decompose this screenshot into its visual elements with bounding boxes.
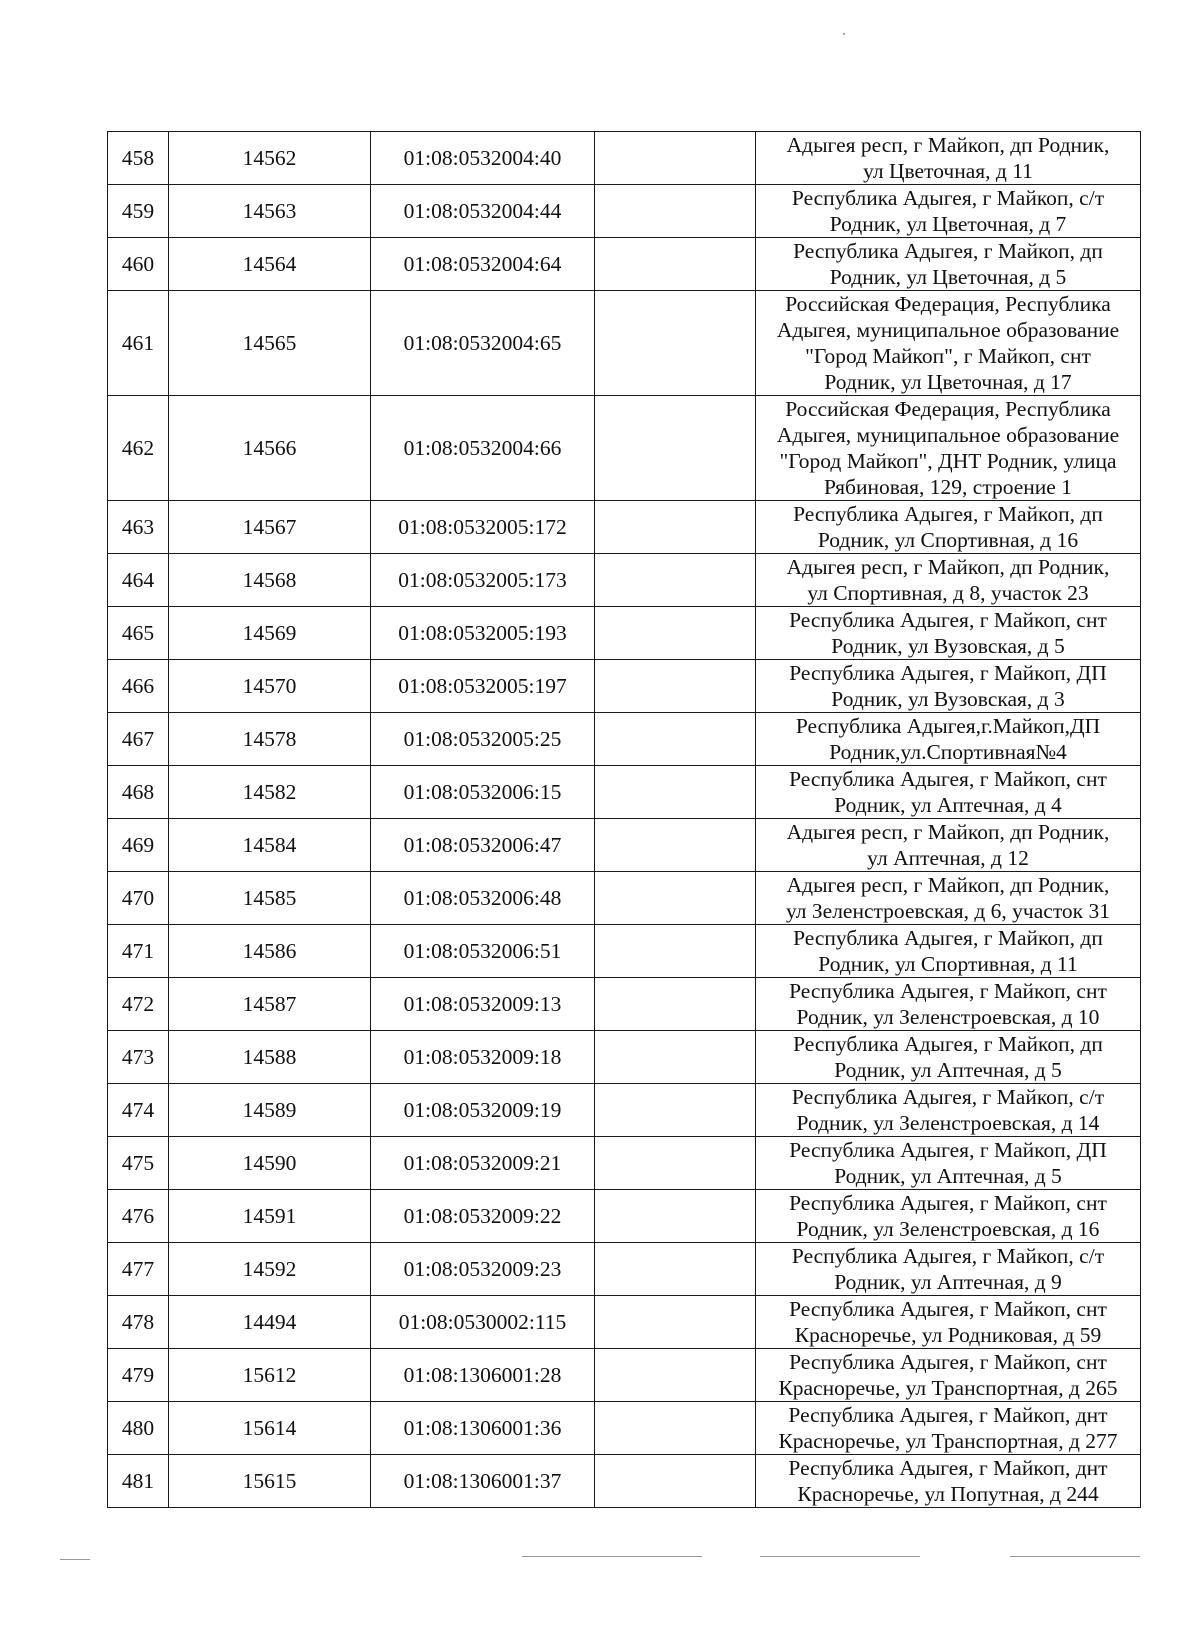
address-cell: [756, 607, 1141, 660]
address-line: Республика Адыгея, г Майкоп, дп: [793, 1032, 1103, 1056]
object-id-cell: 14588: [169, 1031, 371, 1084]
address-line: Республика Адыгея, г Майкоп, днт: [788, 1456, 1108, 1480]
address-line: "Город Майкоп", ДНТ Родник, улица: [779, 449, 1117, 473]
object-id-cell: 14591: [169, 1190, 371, 1243]
address-line: Родник, ул Вузовская, д 5: [831, 634, 1065, 658]
address-line: Красноречье, ул Попутная, д 244: [797, 1482, 1099, 1506]
cadastral-number-cell: 01:08:0532004:66: [371, 396, 595, 501]
address-cell: [756, 291, 1141, 396]
row-number-cell: 471: [108, 925, 169, 978]
row-number-cell: 481: [108, 1455, 169, 1508]
table-row: [108, 291, 1141, 396]
address-cell: [756, 554, 1141, 607]
address-line: ул Цветочная, д 11: [863, 159, 1033, 183]
address-line: Адыгея респ, г Майкоп, дп Родник,: [786, 873, 1110, 897]
address-cell: [756, 1243, 1141, 1296]
address-line: Республика Адыгея, г Майкоп, снт: [789, 979, 1107, 1003]
cadastral-number-cell: 01:08:0532004:44: [371, 185, 595, 238]
address-line: Республика Адыгея, г Майкоп, с/т: [791, 1085, 1105, 1109]
empty-cell: [595, 1402, 756, 1455]
table-row: [108, 607, 1141, 660]
empty-cell: [595, 713, 756, 766]
object-id-cell: 14563: [169, 185, 371, 238]
address-line: ул Спортивная, д 8, участок 23: [807, 581, 1089, 605]
row-number-cell: 480: [108, 1402, 169, 1455]
address-line: Родник, ул Спортивная, д 11: [818, 952, 1078, 976]
address-line: Республика Адыгея, г Майкоп, снт: [789, 1297, 1107, 1321]
address-line: Республика Адыгея,г.Майкоп,ДП: [795, 714, 1101, 738]
row-number-cell: 477: [108, 1243, 169, 1296]
address-cell: [756, 925, 1141, 978]
object-id-cell: 14586: [169, 925, 371, 978]
table-row: [108, 132, 1141, 185]
table-row: [108, 1031, 1141, 1084]
table-row: [108, 1455, 1141, 1508]
address-line: Адыгея, муниципальное образование: [776, 318, 1120, 342]
object-id-cell: 14564: [169, 238, 371, 291]
empty-cell: [595, 1349, 756, 1402]
cadastral-number-cell: 01:08:1306001:36: [371, 1402, 595, 1455]
cadastral-number-cell: 01:08:0532009:19: [371, 1084, 595, 1137]
empty-cell: [595, 396, 756, 501]
table-row: [108, 819, 1141, 872]
object-id-cell: 15612: [169, 1349, 371, 1402]
table-row: [108, 872, 1141, 925]
address-line: Республика Адыгея, г Майкоп, с/т: [791, 1244, 1105, 1268]
address-line: ул Аптечная, д 12: [867, 846, 1029, 870]
table-row: [108, 1349, 1141, 1402]
row-number-cell: 465: [108, 607, 169, 660]
cadastral-number-cell: 01:08:1306001:28: [371, 1349, 595, 1402]
address-line: Российская Федерация, Республика: [785, 397, 1111, 421]
address-cell: [756, 1296, 1141, 1349]
address-cell: [756, 238, 1141, 291]
scan-streak: [522, 1556, 702, 1557]
cadastral-number-cell: 01:08:0532006:15: [371, 766, 595, 819]
cadastral-number-cell: 01:08:0532004:40: [371, 132, 595, 185]
address-cell: [756, 1031, 1141, 1084]
object-id-cell: 14590: [169, 1137, 371, 1190]
empty-cell: [595, 1031, 756, 1084]
registry-table-body: [108, 132, 1141, 1508]
object-id-cell: 14582: [169, 766, 371, 819]
empty-cell: [595, 501, 756, 554]
table-row: [108, 185, 1141, 238]
cadastral-number-cell: 01:08:0532005:173: [371, 554, 595, 607]
empty-cell: [595, 185, 756, 238]
object-id-cell: 14565: [169, 291, 371, 396]
address-line: Республика Адыгея, г Майкоп, дп: [793, 239, 1103, 263]
address-line: Родник, ул Вузовская, д 3: [831, 687, 1065, 711]
row-number-cell: 464: [108, 554, 169, 607]
empty-cell: [595, 872, 756, 925]
scan-speck: [843, 33, 845, 35]
address-line: Родник, ул Аптечная, д 5: [834, 1058, 1062, 1082]
object-id-cell: 14589: [169, 1084, 371, 1137]
cadastral-number-cell: 01:08:0532009:23: [371, 1243, 595, 1296]
cadastral-number-cell: 01:08:0532006:51: [371, 925, 595, 978]
address-line: Родник,ул.Спортивная№4: [829, 740, 1067, 764]
address-line: Адыгея, муниципальное образование: [776, 423, 1120, 447]
address-cell: [756, 185, 1141, 238]
object-id-cell: 15615: [169, 1455, 371, 1508]
row-number-cell: 460: [108, 238, 169, 291]
cadastral-number-cell: 01:08:1306001:37: [371, 1455, 595, 1508]
object-id-cell: 14570: [169, 660, 371, 713]
empty-cell: [595, 1137, 756, 1190]
cadastral-number-cell: 01:08:0532005:25: [371, 713, 595, 766]
address-line: Адыгея респ, г Майкоп, дп Родник,: [786, 555, 1110, 579]
address-line: Родник, ул Зеленстроевская, д 16: [796, 1217, 1100, 1241]
address-line: Красноречье, ул Транспортная, д 265: [778, 1376, 1118, 1400]
scan-streak: [760, 1556, 920, 1557]
address-line: Республика Адыгея, г Майкоп, ДП: [789, 661, 1107, 685]
empty-cell: [595, 132, 756, 185]
address-line: Адыгея респ, г Майкоп, дп Родник,: [786, 133, 1110, 157]
table-row: [108, 554, 1141, 607]
empty-cell: [595, 607, 756, 660]
table-row: [108, 660, 1141, 713]
cadastral-number-cell: 01:08:0532009:21: [371, 1137, 595, 1190]
address-line: Республика Адыгея, г Майкоп, с/т: [791, 186, 1105, 210]
row-number-cell: 466: [108, 660, 169, 713]
address-line: Республика Адыгея, г Майкоп, снт: [789, 1350, 1107, 1374]
table-row: [108, 978, 1141, 1031]
row-number-cell: 458: [108, 132, 169, 185]
address-cell: [756, 819, 1141, 872]
empty-cell: [595, 660, 756, 713]
address-line: Родник, ул Зеленстроевская, д 10: [796, 1005, 1100, 1029]
row-number-cell: 459: [108, 185, 169, 238]
address-line: Красноречье, ул Родниковая, д 59: [794, 1323, 1102, 1347]
scan-streak: [1010, 1556, 1140, 1557]
address-line: Рябиновая, 129, строение 1: [824, 475, 1072, 499]
address-line: Красноречье, ул Транспортная, д 277: [778, 1429, 1118, 1453]
row-number-cell: 462: [108, 396, 169, 501]
cadastral-number-cell: 01:08:0532004:64: [371, 238, 595, 291]
empty-cell: [595, 819, 756, 872]
address-cell: [756, 132, 1141, 185]
empty-cell: [595, 925, 756, 978]
cadastral-number-cell: 01:08:0532009:13: [371, 978, 595, 1031]
address-line: Родник, ул Аптечная, д 9: [834, 1270, 1062, 1294]
address-cell: [756, 1084, 1141, 1137]
table-row: [108, 1296, 1141, 1349]
address-cell: [756, 1455, 1141, 1508]
registry-table: [107, 131, 1141, 1508]
table-row: [108, 238, 1141, 291]
empty-cell: [595, 1296, 756, 1349]
address-cell: [756, 1137, 1141, 1190]
address-line: ул Зеленстроевская, д 6, участок 31: [785, 899, 1111, 923]
table-row: [108, 1084, 1141, 1137]
cadastral-number-cell: 01:08:0532005:193: [371, 607, 595, 660]
object-id-cell: 14569: [169, 607, 371, 660]
object-id-cell: 14585: [169, 872, 371, 925]
row-number-cell: 468: [108, 766, 169, 819]
cadastral-number-cell: 01:08:0530002:115: [371, 1296, 595, 1349]
cadastral-number-cell: 01:08:0532006:48: [371, 872, 595, 925]
address-line: Республика Адыгея, г Майкоп, снт: [789, 608, 1107, 632]
address-cell: [756, 660, 1141, 713]
empty-cell: [595, 1243, 756, 1296]
address-line: Родник, ул Аптечная, д 5: [834, 1164, 1062, 1188]
address-line: Родник, ул Аптечная, д 4: [834, 793, 1062, 817]
address-line: Республика Адыгея, г Майкоп, снт: [789, 1191, 1107, 1215]
table-row: [108, 501, 1141, 554]
row-number-cell: 473: [108, 1031, 169, 1084]
table-row: [108, 1137, 1141, 1190]
object-id-cell: 15614: [169, 1402, 371, 1455]
row-number-cell: 478: [108, 1296, 169, 1349]
empty-cell: [595, 1455, 756, 1508]
object-id-cell: 14566: [169, 396, 371, 501]
address-line: Республика Адыгея, г Майкоп, снт: [789, 767, 1107, 791]
address-line: Родник, ул Зеленстроевская, д 14: [796, 1111, 1100, 1135]
table-row: [108, 396, 1141, 501]
table-row: [108, 766, 1141, 819]
address-cell: [756, 501, 1141, 554]
address-line: Республика Адыгея, г Майкоп, дп: [793, 502, 1103, 526]
row-number-cell: 479: [108, 1349, 169, 1402]
empty-cell: [595, 978, 756, 1031]
row-number-cell: 463: [108, 501, 169, 554]
address-line: Родник, ул Спортивная, д 16: [817, 528, 1079, 552]
object-id-cell: 14568: [169, 554, 371, 607]
address-line: "Город Майкоп", г Майкоп, снт: [805, 344, 1091, 368]
object-id-cell: 14494: [169, 1296, 371, 1349]
table-row: [108, 925, 1141, 978]
cadastral-number-cell: 01:08:0532009:22: [371, 1190, 595, 1243]
object-id-cell: 14578: [169, 713, 371, 766]
address-line: Республика Адыгея, г Майкоп, днт: [788, 1403, 1108, 1427]
row-number-cell: 474: [108, 1084, 169, 1137]
empty-cell: [595, 1190, 756, 1243]
object-id-cell: 14562: [169, 132, 371, 185]
table-row: [108, 1243, 1141, 1296]
address-line: Российская Федерация, Республика: [785, 292, 1111, 316]
object-id-cell: 14587: [169, 978, 371, 1031]
row-number-cell: 472: [108, 978, 169, 1031]
table-row: [108, 1402, 1141, 1455]
cadastral-number-cell: 01:08:0532004:65: [371, 291, 595, 396]
address-line: Родник, ул Цветочная, д 7: [829, 212, 1067, 236]
address-line: Адыгея респ, г Майкоп, дп Родник,: [786, 820, 1110, 844]
row-number-cell: 467: [108, 713, 169, 766]
address-cell: [756, 1349, 1141, 1402]
address-cell: [756, 713, 1141, 766]
cadastral-number-cell: 01:08:0532006:47: [371, 819, 595, 872]
object-id-cell: 14567: [169, 501, 371, 554]
empty-cell: [595, 291, 756, 396]
object-id-cell: 14584: [169, 819, 371, 872]
object-id-cell: 14592: [169, 1243, 371, 1296]
scan-streak: [60, 1559, 90, 1560]
empty-cell: [595, 554, 756, 607]
row-number-cell: 461: [108, 291, 169, 396]
empty-cell: [595, 766, 756, 819]
address-line: Республика Адыгея, г Майкоп, ДП: [789, 1138, 1107, 1162]
row-number-cell: 476: [108, 1190, 169, 1243]
address-cell: [756, 978, 1141, 1031]
row-number-cell: 475: [108, 1137, 169, 1190]
address-cell: [756, 1190, 1141, 1243]
empty-cell: [595, 238, 756, 291]
table-row: [108, 1190, 1141, 1243]
address-cell: [756, 872, 1141, 925]
cadastral-number-cell: 01:08:0532009:18: [371, 1031, 595, 1084]
row-number-cell: 470: [108, 872, 169, 925]
address-cell: [756, 1402, 1141, 1455]
address-cell: [756, 766, 1141, 819]
cadastral-number-cell: 01:08:0532005:197: [371, 660, 595, 713]
row-number-cell: 469: [108, 819, 169, 872]
table-row: [108, 713, 1141, 766]
address-line: Республика Адыгея, г Майкоп, дп: [793, 926, 1103, 950]
empty-cell: [595, 1084, 756, 1137]
cadastral-number-cell: 01:08:0532005:172: [371, 501, 595, 554]
address-cell: [756, 396, 1141, 501]
address-line: Родник, ул Цветочная, д 17: [824, 370, 1072, 394]
address-line: Родник, ул Цветочная, д 5: [829, 265, 1067, 289]
